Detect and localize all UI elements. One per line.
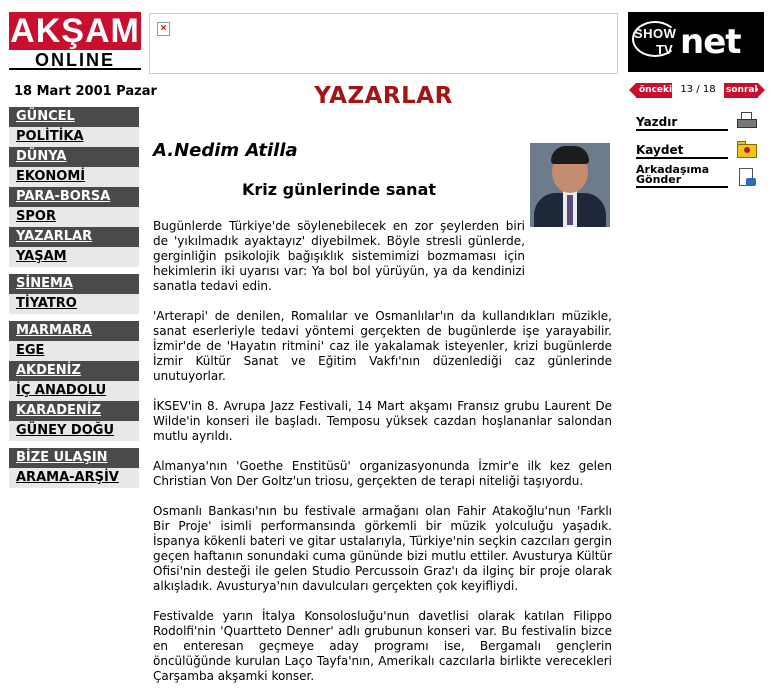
aksam-online-logo[interactable] <box>9 12 141 70</box>
page-counter: 13 / 18 <box>680 84 716 95</box>
nav-item-si-nema[interactable]: SİNEMA <box>9 274 139 294</box>
author-photo <box>530 143 610 227</box>
nav-item-güney-doğu[interactable]: GÜNEY DOĞU <box>9 421 139 441</box>
nav-item-spor[interactable]: SPOR <box>9 207 139 227</box>
printer-icon <box>736 111 758 131</box>
nav-item-i-ç-anadolu[interactable]: İÇ ANADOLU <box>9 381 139 401</box>
nav-item-güncel[interactable]: GÜNCEL <box>9 107 139 127</box>
page-title: YAZARLAR <box>314 83 453 109</box>
article-paragraph: Bugünlerde Türkiye'de söylenebilecek en zor şeylerden biri de 'yıkılmadık ayaktayız' diyebilmek. Böyle stresli günlerde, gerginliğin psikolojik bağışıklık sistemimizi bozmaması için hekimlerin iki uyarısı var: Ya bol bol yürüyün, ya da kendinizi sanatla tedavi edin. <box>153 219 525 293</box>
document-send-icon <box>736 168 758 188</box>
send-label-line2: Gönder <box>636 173 682 186</box>
send-to-friend-button[interactable] <box>636 162 760 188</box>
article-paragraph: 'Arterapi' de denilen, Romalılar ve Osmanlılar'ın da kullandıkları müzikle, sanat eserleriyle tedavi yöntemi gerçekten de bugünlerde işe yarayabilir. İzmir'de de 'Hayatın ritmini' caz ile yakalamak isteyenler, krizi bugünlerde İzmir Kültür Sanat ve Eğitim Vakfı'nın düzenlediği caz günlerinde unutuyorlar. <box>153 309 612 383</box>
nav-item-bi-ze-ulaşin[interactable]: BİZE ULAŞIN <box>9 448 139 468</box>
issue-date: 18 Mart 2001 Pazar <box>14 84 157 99</box>
send-label <box>636 165 709 185</box>
broken-image-icon: × <box>157 22 170 36</box>
showtv-show-text: SHOW <box>634 26 677 41</box>
nav-item-marmara[interactable]: MARMARA <box>9 321 139 341</box>
nav-item-poli-ti-ka[interactable]: POLİTİKA <box>9 127 139 147</box>
previous-button[interactable]: önceki <box>636 83 672 98</box>
folder-icon <box>736 139 758 159</box>
nav-item-akdeni-z[interactable]: AKDENİZ <box>9 361 139 381</box>
logo-bottom-text: ONLINE <box>9 50 141 70</box>
nav-item-yazarlar[interactable]: YAZARLAR <box>9 227 139 247</box>
nav-item-ege[interactable]: EGE <box>9 341 139 361</box>
author-name: A.Nedim Atilla <box>153 140 298 161</box>
print-label: Yazdır <box>636 115 678 129</box>
article-body <box>153 219 612 698</box>
nav-item-yaşam[interactable]: YAŞAM <box>9 247 139 267</box>
save-label: Kaydet <box>636 143 684 157</box>
showtv-tv-text: TV <box>656 42 673 57</box>
logo-top-text: AKŞAM <box>10 12 140 50</box>
ad-banner[interactable] <box>149 13 618 74</box>
nav-item-para-borsa[interactable]: PARA-BORSA <box>9 187 139 207</box>
article-paragraph: Osmanlı Bankası'nın bu festivale armağanı olan Fahir Atakoğlu'nun 'Farklı Bir Proje' isimli performansında görkemli bir müzik yolculuğu yaşadık. İspanya kökenli bateri ve gitar ustalarıyla, Türkiye'nin seçkin cazcıları gergin geçen haftanın sonundaki cuma gününde bizi mutlu ettiler. Avusturya Kültür Ofisi'nin desteği ile gelen Studio Percussoin Graz'ı da ilginç bir proje olarak alkışladık. Avusturya'nın davulcuları gerçekten çok keyifliydi. <box>153 504 612 593</box>
showtv-net-text: net <box>680 22 741 62</box>
print-button[interactable] <box>636 109 760 131</box>
article-paragraph: Festivalde yarın İtalya Konsolosluğu'nun davetlisi olarak katılan Filippo Rodolfi'nin 'Quartteto Denner' adlı grubunun konseri var. Bu festivalin bizce en enteresan geçmeye aday programı ise, Bergamalı gençlerin öncülüğünde kurulan Laço Tayfa'nın, Amerikalı cazcılarla birlikte verecekleri Çarşamba akşamki konser. <box>153 609 612 683</box>
nav-item-karadeni-z[interactable]: KARADENİZ <box>9 401 139 421</box>
section-nav <box>9 107 139 488</box>
nav-item-arama-arşi-v[interactable]: ARAMA-ARŞİV <box>9 468 139 488</box>
article-title: Kriz günlerinde sanat <box>241 180 437 199</box>
nav-item-ekonomi-[interactable]: EKONOMİ <box>9 167 139 187</box>
nav-item-dünya[interactable]: DÜNYA <box>9 147 139 167</box>
showtv-net-logo[interactable] <box>628 12 764 72</box>
save-button[interactable] <box>636 137 760 159</box>
article-pager <box>630 83 764 99</box>
article-paragraph: İKSEV'in 8. Avrupa Jazz Festivali, 14 Mart akşamı Fransız grubu Laurent De Wilde'in konseri ile başladı. Temposu yüksek cazdan hoşlananlar salondan mutlu ayrıldı. <box>153 399 612 443</box>
send-label-line1: Arkadaşıma <box>636 163 710 176</box>
nav-item-ti-yatro[interactable]: TİYATRO <box>9 294 139 314</box>
article-paragraph: Almanya'nın 'Goethe Enstitüsü' organizasyonunda İzmir'e ilk kez gelen Christian Von Der Goltz'un triosu, gerçekten de terapi niteliği taşıyordu. <box>153 459 612 488</box>
next-button[interactable]: sonraki <box>724 83 758 98</box>
